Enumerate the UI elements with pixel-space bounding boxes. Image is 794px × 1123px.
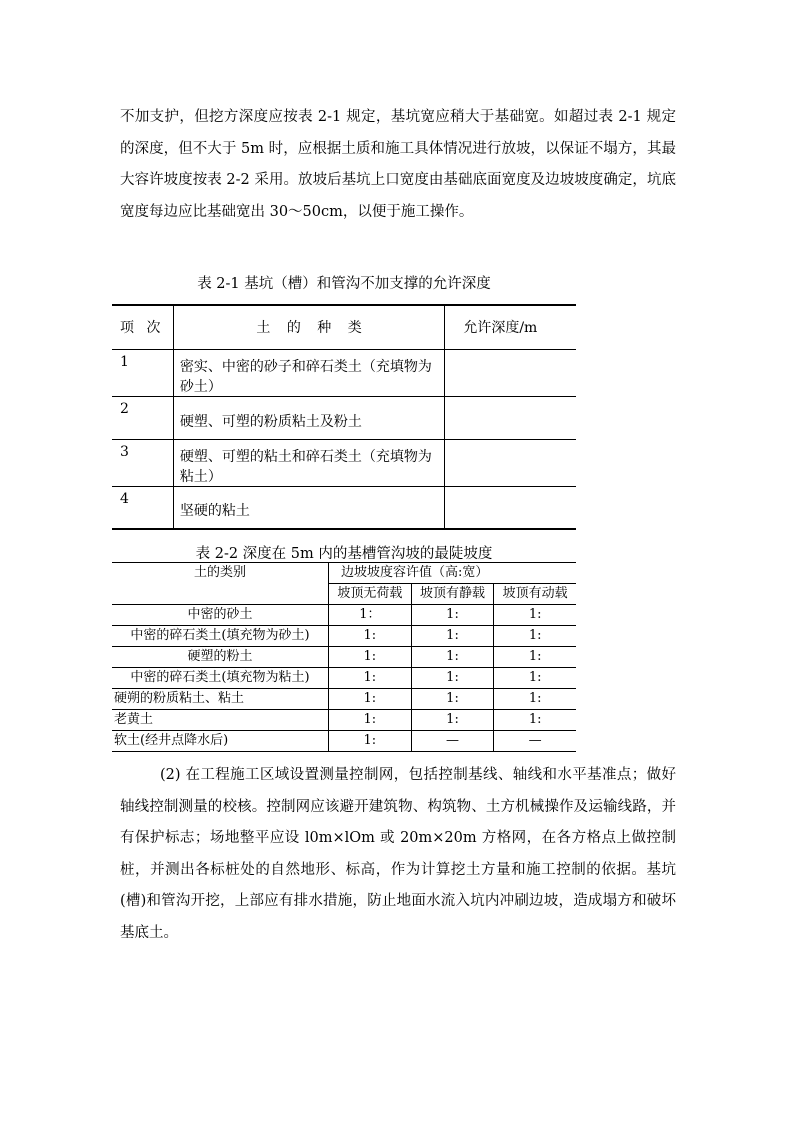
row-static-load: 1: <box>411 626 494 647</box>
header-slope-allowed: 边坡坡度容许值（高:宽） <box>329 563 576 584</box>
row-depth <box>445 396 576 439</box>
row-dynamic-load: 1: <box>494 605 576 626</box>
header-dynamic-load: 坡顶有动载 <box>494 584 576 605</box>
row-soil-type: 硬塑、可塑的粉质粘土及粉土 <box>173 396 445 439</box>
row-no-load: 1: <box>329 731 412 752</box>
table-row <box>112 668 576 689</box>
row-no-load: 1： <box>329 605 412 626</box>
row-soil-category: 中密的碎石类土(填充物为粘土) <box>112 668 329 689</box>
table-row <box>112 647 576 668</box>
row-static-load: 1: <box>411 647 494 668</box>
table-1-caption: 表 2-1 基坑（槽）和管沟不加支撑的允许深度 <box>197 276 491 292</box>
row-no: 1 <box>112 349 173 396</box>
table-2-caption: 表 2-2 深度在 5m 内的基槽管沟坡的最陡坡度 <box>195 546 493 562</box>
row-no: 4 <box>112 486 173 529</box>
row-no-load: 1: <box>329 668 412 689</box>
row-dynamic-load: 1: <box>494 710 576 731</box>
row-static-load: 1: <box>411 689 494 710</box>
table-1-header-row <box>112 305 576 349</box>
row-soil-category: 中密的砂土 <box>112 605 329 626</box>
row-dynamic-load: 1: <box>494 647 576 668</box>
header-soil-type: 土 的 种 类 <box>173 305 445 349</box>
row-depth <box>445 349 576 396</box>
table-2 <box>112 562 576 752</box>
table-row <box>112 486 576 529</box>
table-row <box>112 349 576 396</box>
row-soil-type: 密实、中密的砂子和碎石类土（充填物为砂土） <box>173 349 445 396</box>
row-static-load: 1: <box>411 710 494 731</box>
row-no: 2 <box>112 396 173 439</box>
table-row <box>112 396 576 439</box>
header-allowed-depth: 允许深度/m <box>445 305 576 349</box>
header-soil-category: 土的类别 <box>112 563 329 605</box>
row-no-load: 1: <box>329 710 412 731</box>
row-soil-category: 老黄土 <box>112 710 329 731</box>
paragraph-1: 不加支护，但挖方深度应按表 2-1 规定，基坑宽应稍大于基础宽。如超过表 2-1 规定的深度，但不大于 5m 时，应根据土质和施工具体情况进行放坡，以保证不塌方，其最大容许坡度按表 2-2 采用。放坡后基坑上口宽度由基础底面宽度及边坡坡度确定，坑底宽度每边应比基础宽出 30～50cm，以便于施工操作。 <box>120 109 676 220</box>
table-row <box>112 439 576 486</box>
row-no-load: 1: <box>329 626 412 647</box>
row-depth <box>445 439 576 486</box>
table-row <box>112 626 576 647</box>
table-1 <box>112 304 576 530</box>
header-no: 项 次 <box>112 305 173 349</box>
row-static-load: 1: <box>411 668 494 689</box>
row-soil-category: 硬塑的粉土 <box>112 647 329 668</box>
row-soil-type: 坚硬的粘土 <box>173 486 445 529</box>
row-static-load: — <box>411 731 494 752</box>
header-no-load: 坡顶无荷载 <box>329 584 412 605</box>
table-row <box>112 689 576 710</box>
row-soil-category: 中密的碎石类土(填充物为砂土) <box>112 626 329 647</box>
row-no-load: 1: <box>329 689 412 710</box>
row-dynamic-load: — <box>494 731 576 752</box>
row-static-load: 1: <box>411 605 494 626</box>
table-2-header-row <box>112 563 576 584</box>
row-depth <box>445 486 576 529</box>
row-soil-category: 软土(经井点降水后) <box>112 731 329 752</box>
row-soil-category: 硬朔的粉质粘土、粘土 <box>112 689 329 710</box>
row-no: 3 <box>112 439 173 486</box>
row-dynamic-load: 1: <box>494 626 576 647</box>
paragraph-2: (2) 在工程施工区域设置测量控制网，包括控制基线、轴线和水平基准点；做好轴线控制测量的校核。控制网应该避开建筑物、构筑物、土方机械操作及运输线路，并有保护标志；场地整平应设 l0m×lOm 或 20m×20m 方格网，在各方格点上做控制桩，并测出各标桩处的自然地形、标高，作为计算挖土方量和施工控制的依据。基坑(槽)和管沟开挖，上部应有排水措施，防止地面水流入坑内冲刷边坡，造成塌方和破坏基底土。 <box>120 767 676 941</box>
row-dynamic-load: 1: <box>494 689 576 710</box>
table-row <box>112 710 576 731</box>
table-row <box>112 731 576 752</box>
row-soil-type: 硬塑、可塑的粘土和碎石类土（充填物为粘土） <box>173 439 445 486</box>
header-static-load: 坡顶有静载 <box>411 584 494 605</box>
row-no-load: 1: <box>329 647 412 668</box>
row-dynamic-load: 1: <box>494 668 576 689</box>
table-row <box>112 605 576 626</box>
